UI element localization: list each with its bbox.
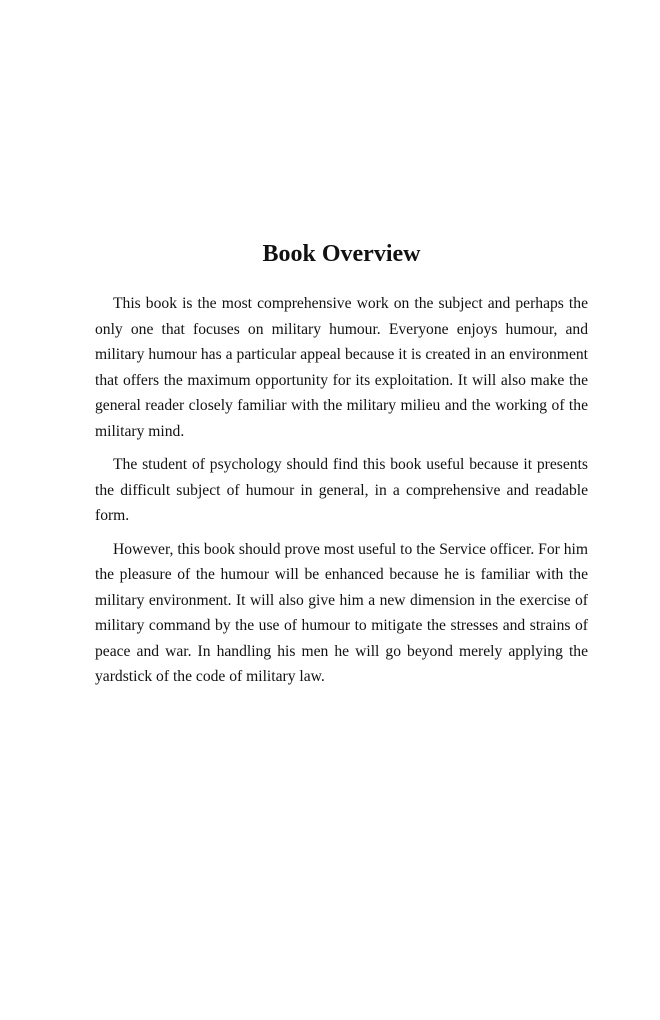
page-content [95,237,588,698]
overview-paragraph-1: This book is the most comprehensive work on the subject and perhaps the only one that focuses on military humour. Everyone enjoys humour, and military humour has a particular appeal because it is created in an environment that offers the maximum opportunity for its exploitation. It will also make the general reader closely familiar with the military milieu and the working of the military mind. [95,295,588,440]
page-title: Book Overview [262,241,421,267]
overview-paragraph-2: The student of psychology should find this book useful because it presents the difficult subject of humour in general, in a comprehensive and readable form. [95,456,588,524]
overview-paragraph-3: However, this book should prove most useful to the Service officer. For him the pleasure of the humour will be enhanced because he is familiar with the military environment. It will also give him a new dimension in the exercise of military command by the use of humour to mitigate the stresses and strains of peace and war. In handling his men he will go beyond merely applying the yardstick of the code of military law. [95,540,588,685]
